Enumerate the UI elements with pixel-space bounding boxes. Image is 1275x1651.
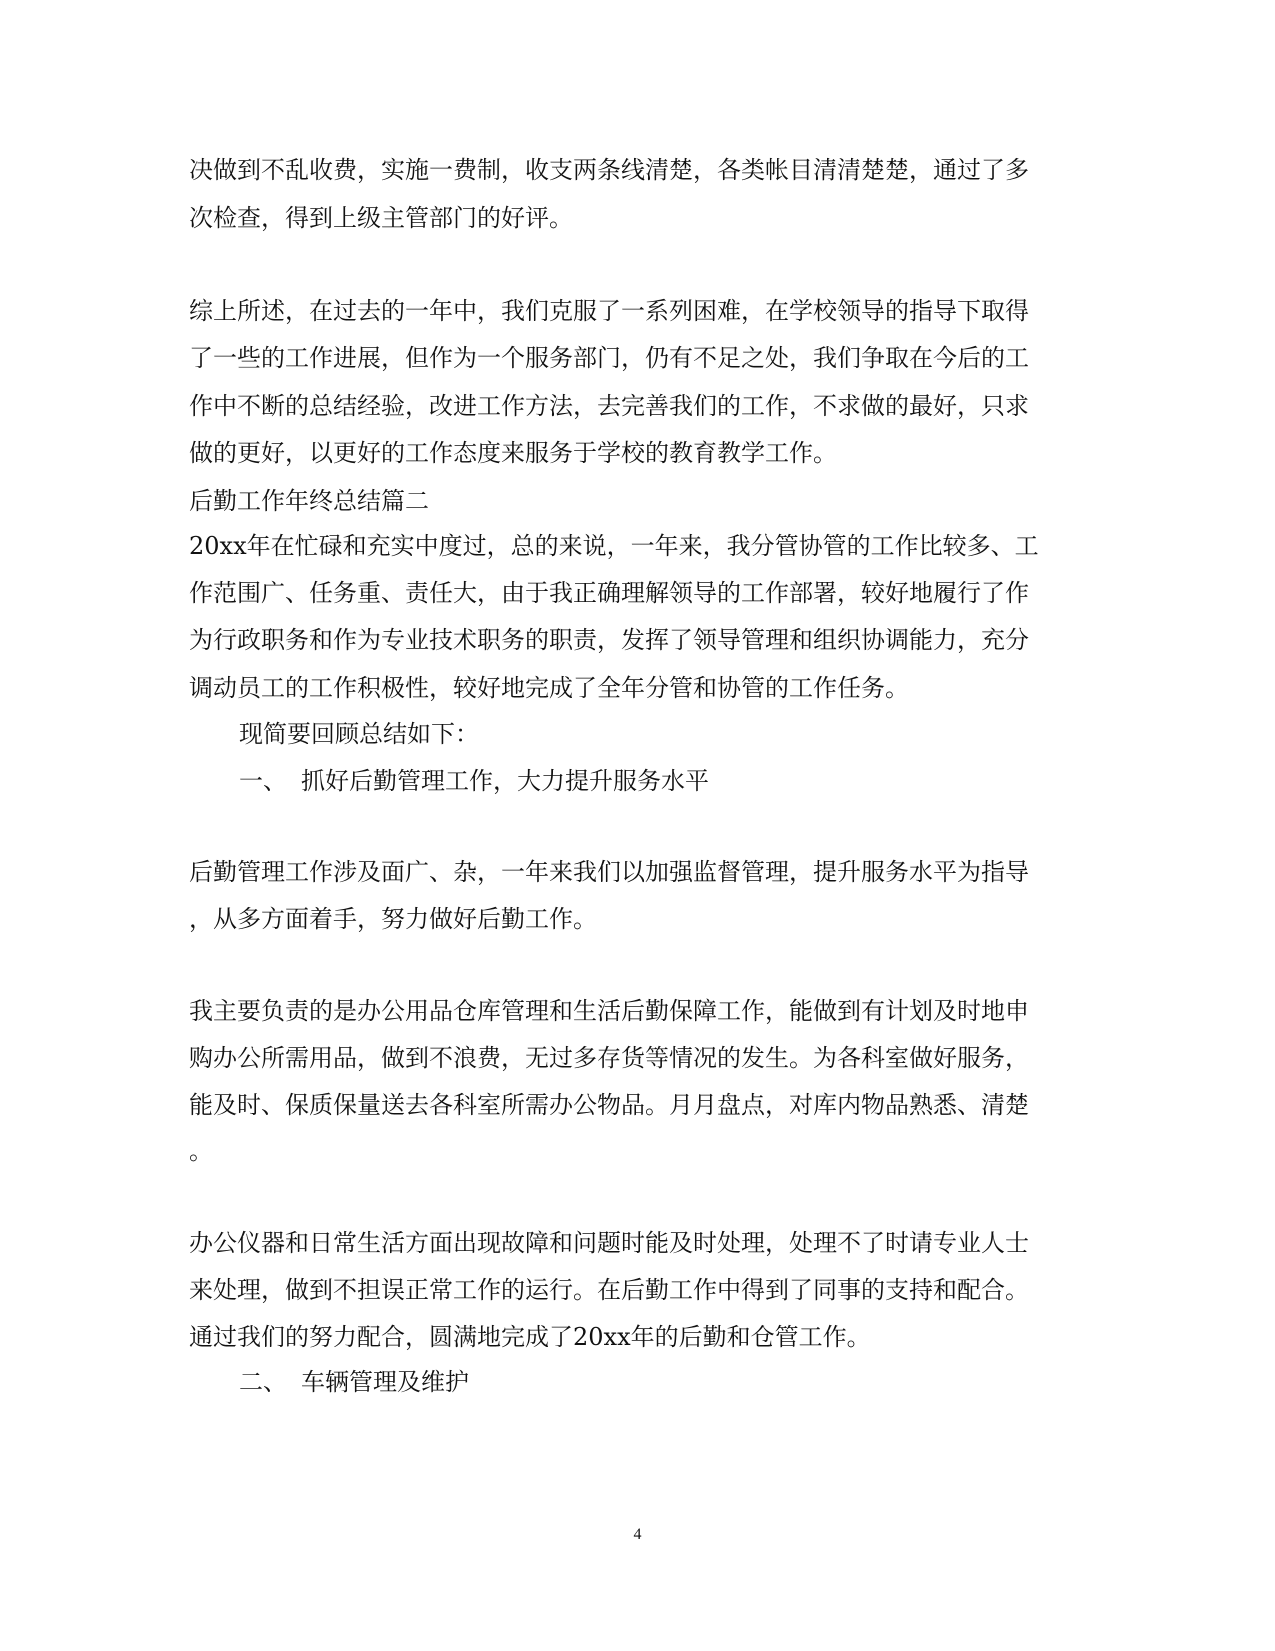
heading-two-number: 二、: [239, 1368, 287, 1396]
section-title: 后勤工作年终总结篇二: [189, 487, 429, 515]
paragraph-line: 做的更好，以更好的工作态度来服务于学校的教育教学工作。: [189, 439, 837, 467]
heading-one-text: 抓好后勤管理工作，大力提升服务水平: [301, 767, 709, 795]
paragraph-line: 次检查，得到上级主管部门的好评。: [189, 204, 573, 232]
paragraph-line: ，从多方面着手，努力做好后勤工作。: [189, 905, 597, 933]
paragraph-line: 决做到不乱收费，实施一费制，收支两条线清楚，各类帐目清清楚楚，通过了多: [189, 156, 1029, 184]
intro-line: 现简要回顾总结如下：: [239, 720, 479, 748]
paragraph-line: 办公仪器和日常生活方面出现故障和问题时能及时处理，处理不了时请专业人士: [189, 1229, 1029, 1257]
paragraph-line: 我主要负责的是办公用品仓库管理和生活后勤保障工作，能做到有计划及时地申: [189, 997, 1029, 1025]
paragraph-line: 购办公所需用品，做到不浪费，无过多存货等情况的发生。为各科室做好服务，: [189, 1044, 1029, 1072]
page-number: 4: [633, 1526, 642, 1543]
paragraph-line: 作范围广、任务重、责任大，由于我正确理解领导的工作部署，较好地履行了作: [189, 579, 1029, 607]
paragraph-line: 20xx年在忙碌和充实中度过，总的来说，一年来，我分管协管的工作比较多、工: [189, 532, 1039, 560]
heading-one-number: 一、: [239, 767, 287, 795]
paragraph-line: 后勤管理工作涉及面广、杂，一年来我们以加强监督管理，提升服务水平为指导: [189, 858, 1029, 886]
paragraph-line: 通过我们的努力配合，圆满地完成了20xx年的后勤和仓管工作。: [189, 1323, 871, 1351]
heading-two: [239, 1367, 469, 1397]
paragraph-line: 能及时、保质保量送去各科室所需办公物品。月月盘点，对库内物品熟悉、清楚: [189, 1091, 1029, 1119]
paragraph-line: 。: [189, 1137, 213, 1165]
paragraph-line: 作中不断的总结经验，改进工作方法，去完善我们的工作，不求做的最好，只求: [189, 392, 1029, 420]
paragraph-line: 综上所述，在过去的一年中，我们克服了一系列困难，在学校领导的指导下取得: [189, 297, 1029, 325]
paragraph-line: 了一些的工作进展，但作为一个服务部门，仍有不足之处，我们争取在今后的工: [189, 344, 1029, 372]
paragraph-line: 调动员工的工作积极性，较好地完成了全年分管和协管的工作任务。: [189, 674, 909, 702]
heading-one: [239, 766, 709, 796]
paragraph-line: 来处理，做到不担误正常工作的运行。在后勤工作中得到了同事的支持和配合。: [189, 1276, 1029, 1304]
heading-two-text: 车辆管理及维护: [301, 1368, 469, 1396]
paragraph-line: 为行政职务和作为专业技术职务的职责，发挥了领导管理和组织协调能力，充分: [189, 626, 1029, 654]
